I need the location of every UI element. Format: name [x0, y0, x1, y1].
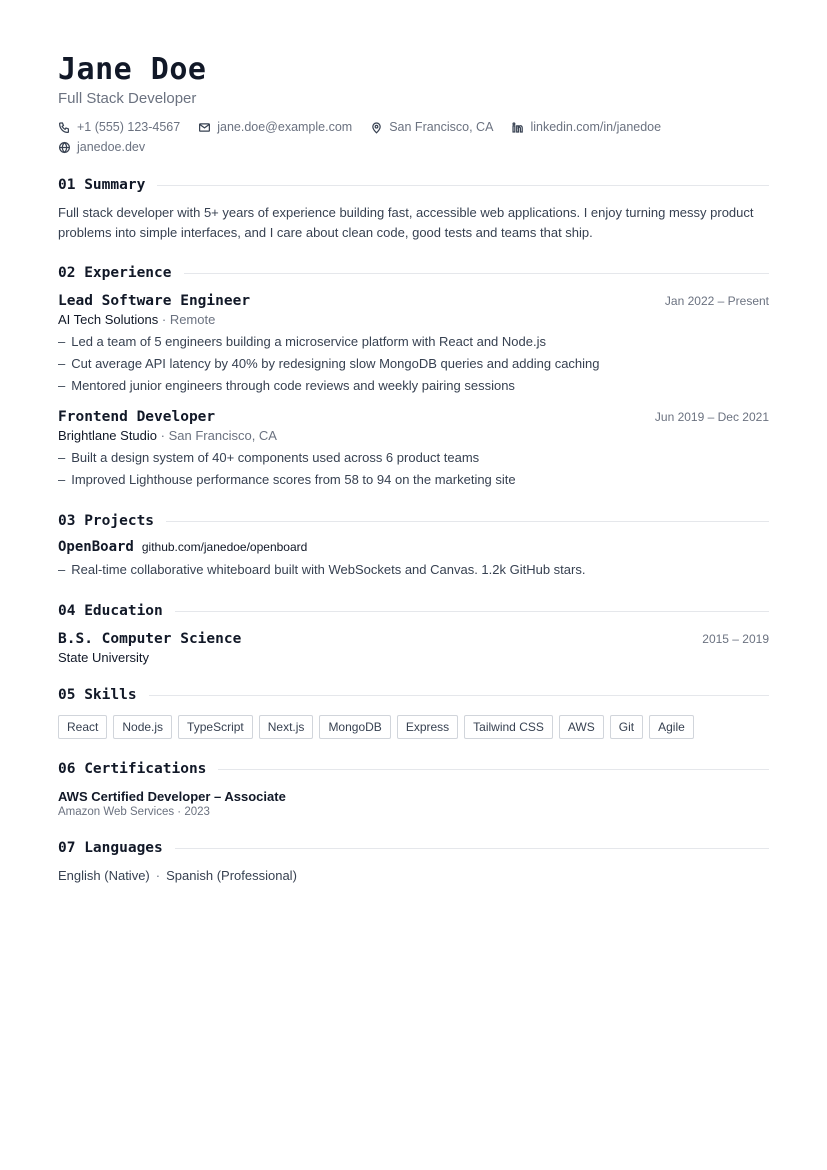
education-section [58, 603, 769, 665]
language-item: English (Native) [58, 868, 150, 883]
contact-phone-text: +1 (555) 123-4567 [77, 120, 181, 134]
contact-list [58, 119, 769, 155]
linkedin-icon [511, 121, 524, 134]
phone-icon [58, 121, 71, 134]
bullet-item: – Cut average API latency by 40% by redesigning slow MongoDB queries and adding caching [58, 356, 600, 371]
contact-email[interactable] [198, 119, 352, 135]
summary-heading: 01 Summary [58, 177, 146, 193]
dot-separator: · [160, 428, 165, 443]
education-dates: 2015 – 2019 [702, 632, 769, 646]
project-bullets [58, 559, 769, 581]
summary-section [58, 177, 769, 243]
education-heading: 04 Education [58, 603, 163, 619]
job-company: AI Tech Solutions [58, 312, 159, 327]
skill-chip: Express [397, 715, 458, 739]
section-divider [157, 185, 769, 186]
section-divider [184, 273, 770, 274]
job-location: Remote [169, 312, 216, 327]
contact-website-text: janedoe.dev [77, 140, 146, 154]
location-pin-icon [370, 121, 383, 134]
section-divider [175, 848, 769, 849]
job-entry [58, 293, 769, 397]
dash-marker: – [58, 472, 66, 487]
experience-heading: 02 Experience [58, 265, 172, 281]
summary-text: Full stack developer with 5+ years of experience building fast, accessible web applications. I enjoy turning messy product problems into simple interfaces, and I care about clean code, good tests and teams that ship. [58, 205, 754, 240]
contact-linkedin[interactable] [511, 119, 661, 135]
skill-chip: TypeScript [178, 715, 253, 739]
section-divider [149, 695, 769, 696]
bullet-item: – Led a team of 5 engineers building a microservice platform with React and Node.js [58, 334, 546, 349]
certifications-heading: 06 Certifications [58, 761, 207, 777]
languages-list [58, 868, 769, 883]
job-role: Lead Software Engineer [58, 293, 251, 309]
bullet-item: – Improved Lighthouse performance scores from 58 to 94 on the marketing site [58, 472, 516, 487]
contact-website[interactable] [58, 139, 145, 155]
section-divider [166, 521, 769, 522]
languages-heading: 07 Languages [58, 840, 163, 856]
experience-section [58, 265, 769, 491]
certification-meta: Amazon Web Services · 2023 [58, 806, 210, 818]
section-divider [175, 611, 769, 612]
skill-chip: AWS [559, 715, 604, 739]
skill-chip: Tailwind CSS [464, 715, 553, 739]
section-divider [218, 769, 769, 770]
projects-heading: 03 Projects [58, 513, 155, 529]
skill-chip: Git [610, 715, 643, 739]
contact-linkedin-text: linkedin.com/in/janedoe [530, 120, 662, 134]
bullet-item: – Real-time collaborative whiteboard built with WebSockets and Canvas. 1.2k GitHub stars. [58, 562, 586, 577]
job-location: San Francisco, CA [168, 428, 277, 443]
language-item: Spanish (Professional) [166, 868, 297, 883]
education-school: State University [58, 650, 150, 665]
education-degree: B.S. Computer Science [58, 631, 242, 647]
mail-icon [198, 121, 211, 134]
dot-separator: · [155, 868, 161, 883]
job-bullets [58, 331, 769, 397]
candidate-title: Full Stack Developer [58, 90, 197, 107]
certifications-section [58, 761, 769, 818]
skill-chip: MongoDB [319, 715, 390, 739]
certification-name: AWS Certified Developer – Associate [58, 789, 286, 804]
skill-chip: React [58, 715, 107, 739]
job-entry [58, 409, 769, 491]
job-bullets [58, 447, 769, 491]
dot-separator: · [161, 312, 167, 327]
projects-section [58, 513, 769, 581]
dash-marker: – [58, 562, 66, 577]
dash-marker: – [58, 450, 66, 465]
job-company: Brightlane Studio [58, 428, 158, 443]
project-name: OpenBoard [58, 539, 134, 555]
contact-phone[interactable] [58, 119, 180, 135]
project-link[interactable]: github.com/janedoe/openboard [141, 540, 308, 554]
dash-marker: – [58, 356, 66, 371]
contact-location-text: San Francisco, CA [389, 120, 494, 134]
contact-location [370, 119, 493, 135]
skills-heading: 05 Skills [58, 687, 137, 703]
skill-chip: Next.js [259, 715, 314, 739]
contact-email-text: jane.doe@example.com [217, 120, 353, 134]
languages-section [58, 840, 769, 883]
skills-section [58, 687, 769, 739]
bullet-item: – Built a design system of 40+ components used across 6 product teams [58, 450, 480, 465]
job-role: Frontend Developer [58, 409, 216, 425]
skills-list [58, 715, 769, 739]
globe-icon [58, 141, 71, 154]
candidate-name: Jane Doe [58, 52, 207, 87]
dash-marker: – [58, 378, 66, 393]
bullet-item: – Mentored junior engineers through code reviews and weekly pairing sessions [58, 378, 515, 393]
skill-chip: Agile [649, 715, 694, 739]
job-dates: Jun 2019 – Dec 2021 [654, 410, 769, 424]
dash-marker: – [58, 334, 66, 349]
job-dates: Jan 2022 – Present [664, 294, 769, 308]
skill-chip: Node.js [113, 715, 172, 739]
